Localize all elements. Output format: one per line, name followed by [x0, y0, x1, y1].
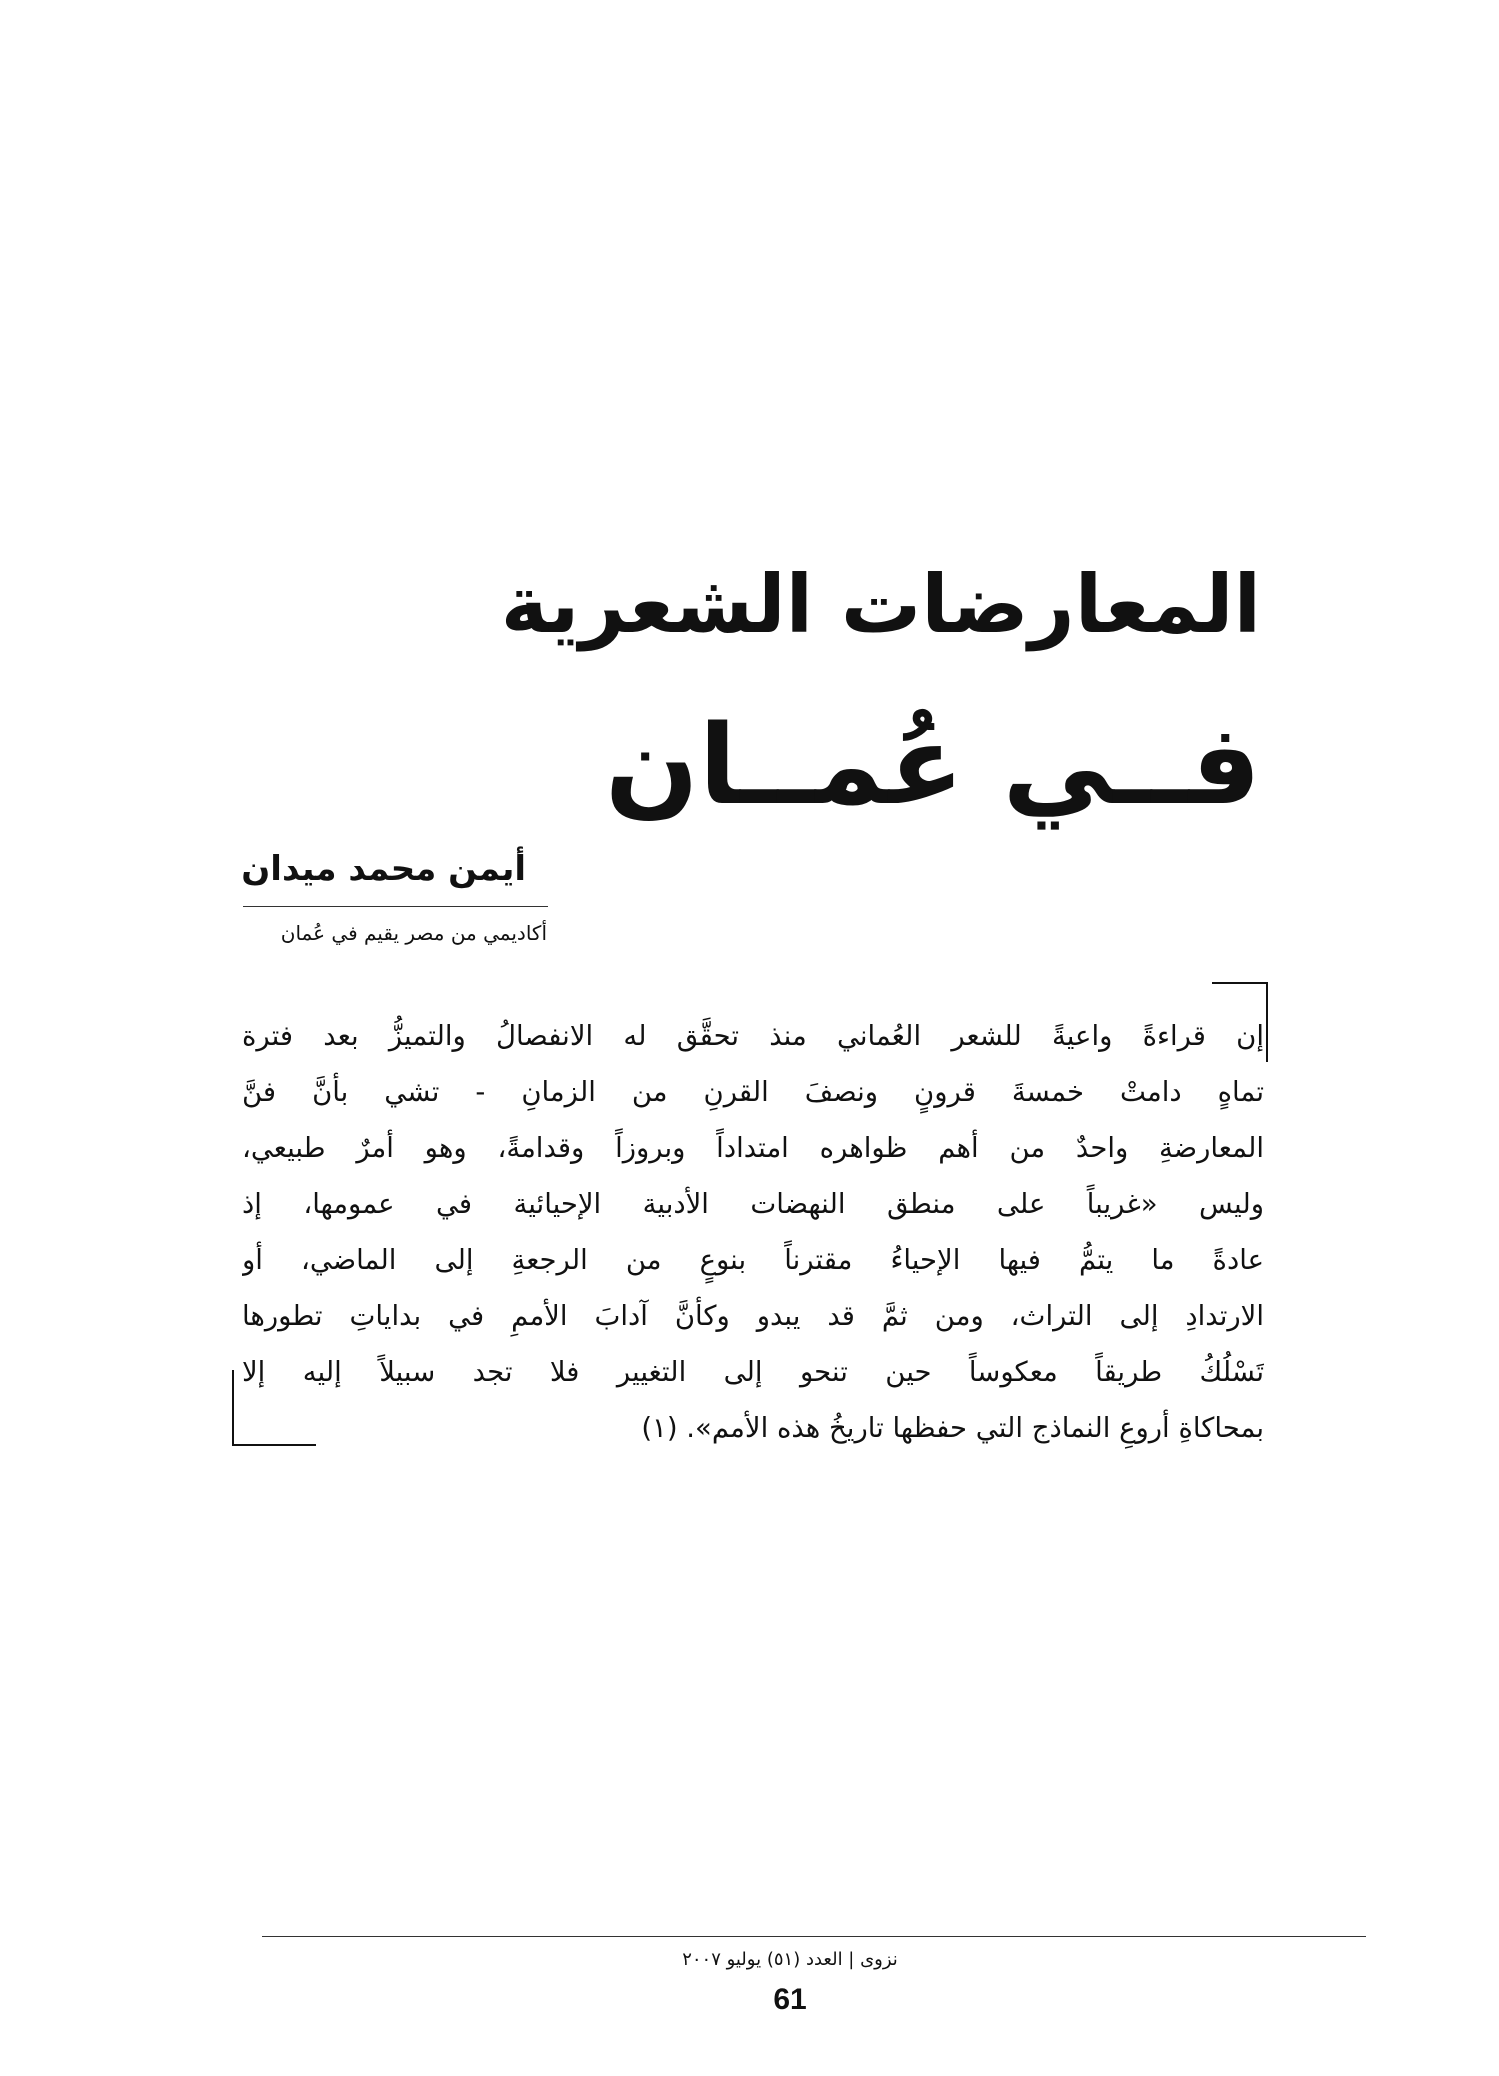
body-line: إن قراءةً واعيةً للشعر العُماني منذ تحقَّق له الانفصالُ والتميزُّ بعد فترة — [242, 1020, 1264, 1052]
body-line: تَسْلُكُ طريقاً معكوساً حين تنحو إلى التغيير فلا تجد سبيلاً إليه إلا — [242, 1356, 1264, 1388]
author-divider — [243, 906, 548, 907]
body-line: المعارضةِ واحدٌ من أهم ظواهره امتداداً وبروزاً وقدامةً، وهو أمرٌ طبيعي، — [242, 1132, 1264, 1164]
body-line: تماهٍ دامتْ خمسةَ قرونٍ ونصفَ القرنِ من الزمانِ - تشي بأنَّ فنَّ — [242, 1076, 1264, 1108]
page-number: 61 — [773, 1983, 807, 2016]
body-line: الارتدادِ إلى التراث، ومن ثمَّ قد يبدو وكأنَّ آدابَ الأممِ في بداياتِ تطورها — [242, 1300, 1264, 1332]
body-line: عادةً ما يتمُّ فيها الإحياءُ مقترناً بنوعٍ من الرجعةِ إلى الماضي، أو — [242, 1244, 1264, 1276]
journal-issue: نزوى | العدد (٥١) يوليو ٢٠٠٧ — [682, 1949, 898, 1970]
article-body — [242, 1008, 1264, 1456]
article-title-line-2: فــي عُمــان — [604, 701, 1261, 829]
author-name: أيمن محمد ميدان — [241, 849, 526, 889]
closing-bracket-horizontal — [232, 1444, 316, 1446]
author-bio: أكاديمي من مصر يقيم في عُمان — [280, 921, 547, 945]
body-line: بمحاكاةِ أروعِ النماذج التي حفظها تاريخُ هذه الأمم». (١) — [641, 1412, 1264, 1444]
opening-bracket-vertical — [1266, 982, 1268, 1062]
footer-divider — [262, 1936, 1366, 1937]
opening-bracket-horizontal — [1212, 982, 1268, 984]
article-title-line-1: المعارضات الشعرية — [500, 558, 1261, 651]
closing-bracket-vertical — [232, 1370, 234, 1446]
body-line: وليس «غريباً على منطق النهضات الأدبية الإحيائية في عمومها، إذ — [242, 1188, 1264, 1220]
